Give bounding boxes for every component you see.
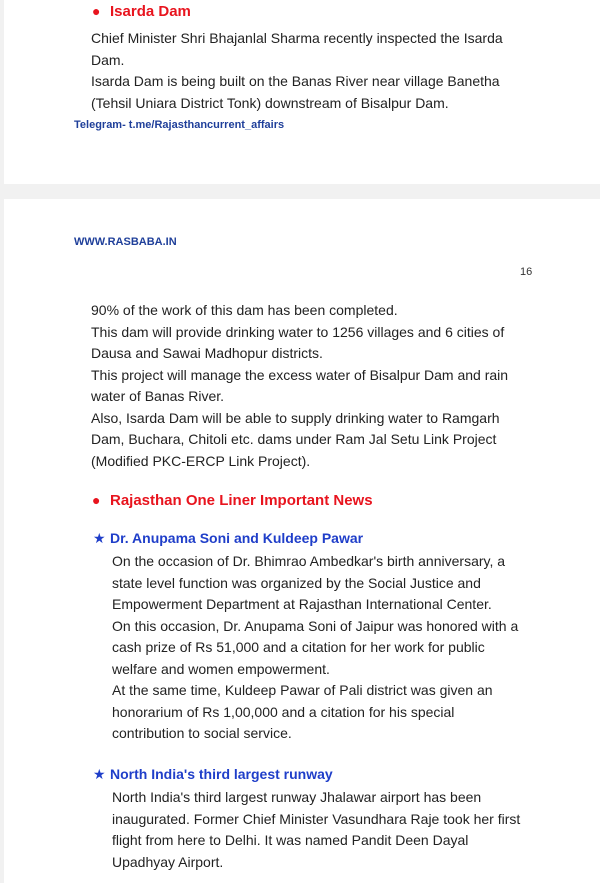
document-page-15 (4, 0, 600, 184)
news-title-text: Dr. Anupama Soni and Kuldeep Pawar (110, 530, 364, 546)
website-link[interactable]: WWW.RASBABA.IN (74, 236, 177, 248)
telegram-link[interactable]: Telegram- t.me/Rajasthancurrent_affairs (74, 119, 285, 131)
text-line: Dam. (91, 51, 125, 68)
heading-text: Isarda Dam (110, 3, 191, 20)
text-line: Chief Minister Shri Bhajanlal Sharma recently inspected the Isarda (91, 30, 503, 46)
continuation-paragraph (91, 300, 508, 472)
text-line: (Modified PKC-ERCP Link Project). (91, 452, 311, 469)
text-line: At the same time, Kuldeep Pawar of Pali district was given an (112, 682, 493, 698)
page-number: 16 (520, 266, 533, 278)
text-line: contribution to social service. (112, 725, 292, 741)
star-icon: ★ (93, 766, 106, 782)
news-item-2-title (93, 766, 333, 783)
text-line: On this occasion, Dr. Anupama Soni of Jaipur was honored with a (112, 617, 519, 634)
news-item-2-body (112, 787, 520, 873)
text-line: state level function was organized by the Social Justice and (112, 574, 481, 591)
text-line: 90% of the work of this dam has been completed. (91, 302, 398, 318)
bullet-icon: ● (92, 3, 101, 19)
text-line: This project will manage the excess water of Bisalpur Dam and rain (91, 366, 509, 383)
text-line: welfare and women empowerment. (112, 660, 330, 677)
section-heading (92, 492, 373, 509)
text-line: flight from here to Delhi. It was named Pandit Deen Dayal (112, 832, 469, 848)
text-line: (Tehsil Uniara District Tonk) downstream of Bisalpur Dam. (91, 94, 449, 111)
star-icon: ★ (93, 530, 106, 546)
text-line: Upadhyay Airport. (112, 853, 224, 870)
text-line: On the occasion of Dr. Bhimrao Ambedkar's birth anniversary, a (112, 553, 506, 569)
news-item-1-body (112, 551, 518, 745)
news-title-text: North India's third largest runway (110, 766, 333, 782)
text-line: Empowerment Department at Rajasthan International Center. (112, 596, 492, 612)
text-line: North India's third largest runway Jhalawar airport has been (112, 789, 482, 805)
isarda-dam-heading (92, 3, 191, 20)
text-line: water of Banas River. (91, 388, 225, 404)
text-line: Dausa and Sawai Madhopur districts. (91, 345, 323, 361)
isarda-paragraph (91, 28, 503, 114)
text-line: Also, Isarda Dam will be able to supply drinking water to Ramgarh (91, 409, 500, 426)
document-page-16 (4, 199, 600, 883)
text-line: honorarium of Rs 1,00,000 and a citation for his special (112, 703, 455, 720)
text-line: Dam, Buchara, Chitoli etc. dams under Ram Jal Setu Link Project (91, 431, 497, 447)
text-line: cash prize of Rs 51,000 and a citation for her work for public (112, 639, 485, 655)
news-item-1-title (93, 530, 363, 547)
bullet-icon: ● (92, 492, 101, 508)
section-heading-text: Rajasthan One Liner Important News (110, 492, 373, 509)
text-line: This dam will provide drinking water to 1256 villages and 6 cities of (91, 323, 505, 340)
text-line: inaugurated. Former Chief Minister Vasundhara Raje took her first (112, 810, 521, 827)
text-line: Isarda Dam is being built on the Banas River near village Banetha (91, 73, 500, 89)
